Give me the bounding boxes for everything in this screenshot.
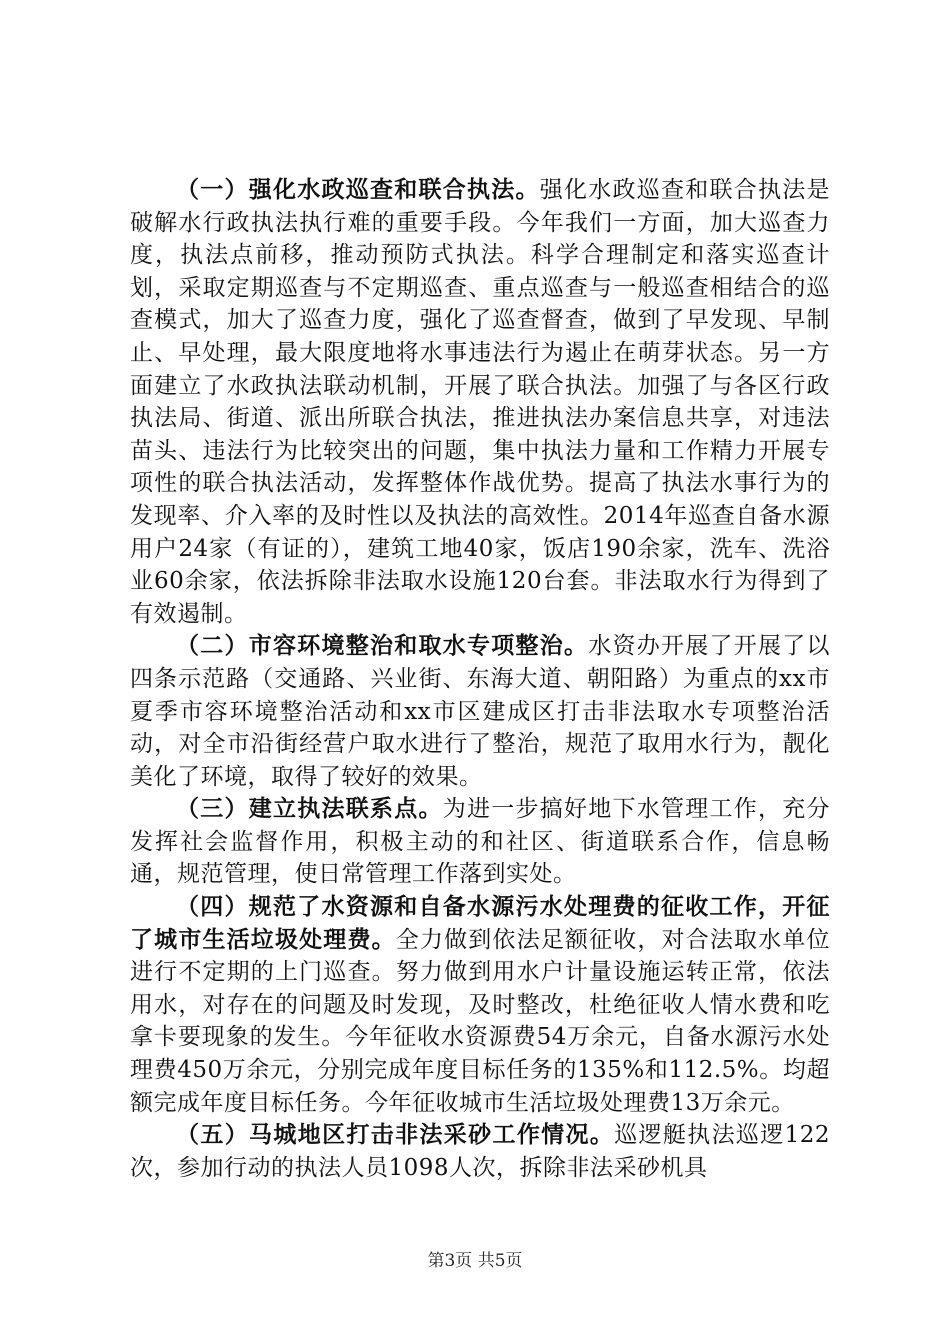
document-body (130, 174, 830, 1184)
paragraph-5-text: 巡逻艇执法巡逻122次，参加行动的执法人员1098人次，拆除非法采砂机具 (130, 1122, 830, 1181)
paragraph-1-heading: （一）强化水政巡查和联合执法。 (176, 177, 540, 203)
paragraph-2 (130, 630, 830, 793)
paragraph-4-heading: （四）规范了水资源和自备水源污水处理费的征收工作，开征了城市生活垃圾处理费。 (130, 894, 830, 953)
paragraph-3-heading: （三）建立执法联系点。 (176, 796, 443, 823)
page-footer: 第3页 共5页 (427, 1251, 523, 1271)
paragraph-2-text: 水资办开展了开展了以四条示范路（交通路、兴业街、东海大道、朝阳路）为重点的xx市夏季市容环境整治活动和xx市区建成区打击非法取水专项整治活动，对全市沿街经营户取水进行了整治，规范了取用水行为，靓化美化了环境，取得了较好的效果。 (130, 633, 830, 790)
paragraph-1-text: 强化水政巡查和联合执法是破解水行政执法执行难的重要手段。今年我们一方面，加大巡查力度，执法点前移，推动预防式执法。科学合理制定和落实巡查计划，采取定期巡查与不定期巡查、重点巡查与一般巡查相结合的巡查模式，加大了巡查力度，强化了巡查督查，做到了早发现、早制止、早处理，最大限度地将水事违法行为遏止在萌芽状态。另一方面建立了水政执法联动机制，开展了联合执法。加强了与各区行政执法局、街道、派出所联合执法，推进执法办案信息共享，对违法苗头、违法行为比较突出的问题，集中执法力量和工作精力开展专项性的联合执法活动，发挥整体作战优势。提高了执法水事行为的发现率、介入率的及时性以及执法的高效性。2014年巡查自备水源用户24家（有证的），建筑工地40家，饭店190余家，洗车、洗浴业60余家，依法拆除非法取水设施120台套。非法取水行为得到了有效遏制。 (130, 177, 830, 627)
paragraph-2-heading: （二）市容环境整治和取水专项整治。 (176, 633, 589, 660)
paragraph-3 (130, 793, 830, 891)
paragraph-4 (130, 891, 830, 1119)
paragraph-5 (130, 1119, 830, 1184)
paragraph-3-text: 为进一步搞好地下水管理工作，充分发挥社会监督作用，积极主动的和社区、街道联系合作，信息畅通，规范管理，使日常管理工作落到实处。 (130, 796, 830, 888)
paragraph-5-heading: （五）马城地区打击非法采砂工作情况。 (176, 1122, 615, 1149)
paragraph-4-text: 全力做到依法足额征收，对合法取水单位进行不定期的上门巡查。努力做到用水户计量设施运转正常，依法用水，对存在的问题及时发现，及时整改，杜绝征收人情水费和吃拿卡要现象的发生。今年征收水资源费54万余元，自备水源污水处理费450万余元，分别完成年度目标任务的135%和112.5%。均超额完成年度目标任务。今年征收城市生活垃圾处理费13万余元。 (130, 926, 831, 1116)
paragraph-1 (130, 174, 830, 630)
